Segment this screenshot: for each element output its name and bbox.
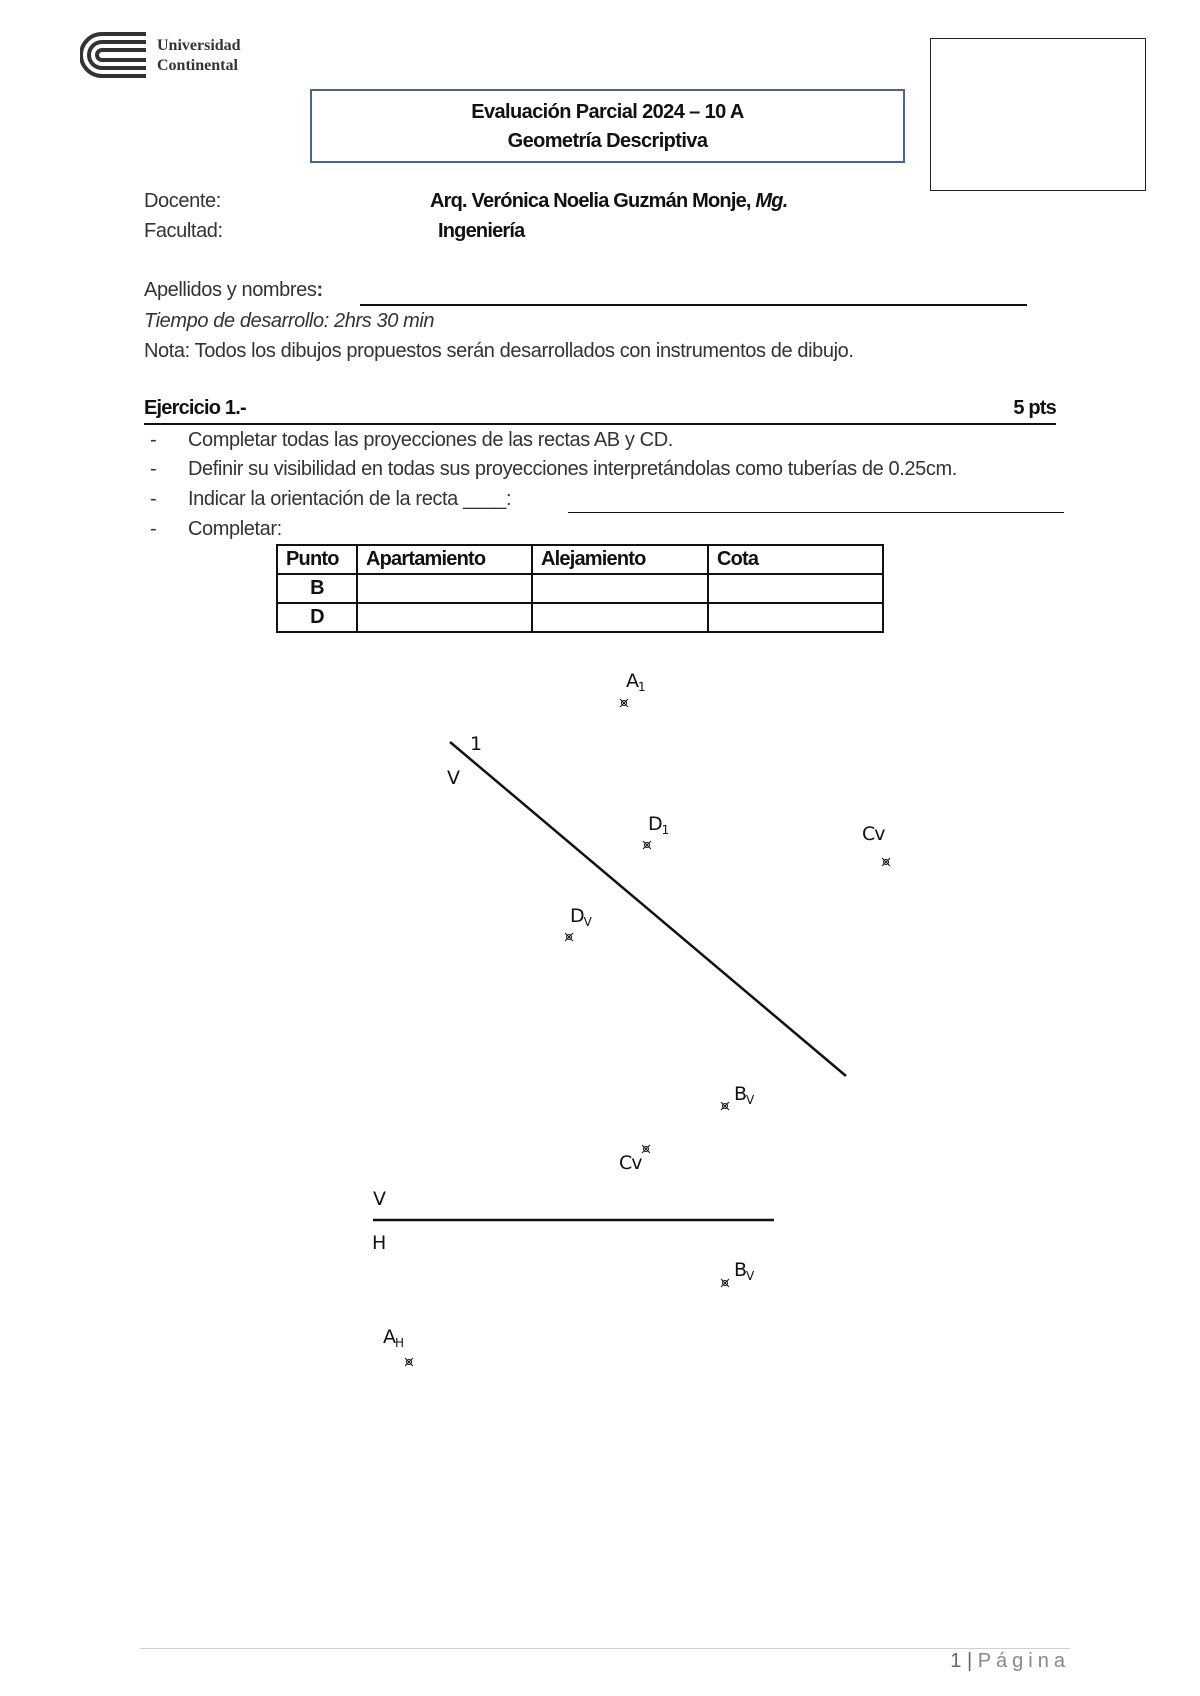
table-header-alejamiento: Alejamiento bbox=[532, 545, 708, 574]
label-ah-sub: H bbox=[395, 1336, 404, 1350]
label-a1-sub: 1 bbox=[638, 680, 645, 694]
bullet-text: Indicar la orientación de la recta ____: bbox=[188, 488, 512, 510]
bullet-dash: - bbox=[150, 518, 157, 540]
facultad-label: Facultad: bbox=[144, 220, 223, 242]
label-a1-main: A bbox=[626, 670, 638, 692]
label-ah-main: A bbox=[383, 1326, 395, 1348]
exercise-title: Ejercicio 1.- bbox=[144, 397, 246, 419]
tiempo-text: Tiempo de desarrollo: 2hrs 30 min bbox=[144, 310, 435, 332]
label-ah bbox=[383, 1326, 403, 1350]
exam-title: Evaluación Parcial 2024 – 10 A bbox=[471, 101, 744, 123]
docente-label: Docente: bbox=[144, 190, 221, 212]
label-d1-main: D bbox=[648, 813, 662, 835]
bullet-text: Completar: bbox=[188, 518, 282, 540]
fold-label-v2: V bbox=[373, 1188, 385, 1210]
label-a1 bbox=[626, 670, 645, 694]
label-bv-lower bbox=[734, 1259, 753, 1283]
label-d1-sub: 1 bbox=[661, 823, 669, 837]
point-marker bbox=[642, 1145, 650, 1153]
label-cv-right: Cv bbox=[862, 823, 885, 845]
table-cell-punto: D bbox=[277, 603, 357, 632]
point-marker bbox=[721, 1279, 729, 1287]
point-marker bbox=[565, 933, 573, 941]
page-word: Página bbox=[977, 1650, 1070, 1672]
logo-line-1: Universidad bbox=[157, 37, 241, 54]
fold-label-v: V bbox=[447, 767, 459, 789]
page-footer bbox=[950, 1650, 1070, 1673]
label-cv-lower: Cv bbox=[619, 1152, 642, 1174]
table-header-apartamiento: Apartamiento bbox=[357, 545, 532, 574]
table-cell-punto: B bbox=[277, 574, 357, 603]
label-dv-sub: V bbox=[583, 915, 591, 929]
label-bv-upper-main: B bbox=[734, 1083, 747, 1105]
footer-divider bbox=[140, 1648, 1070, 1649]
point-marker bbox=[882, 858, 890, 866]
label-bv-upper-sub: V bbox=[746, 1093, 754, 1107]
fold-label-h: H bbox=[372, 1232, 386, 1254]
docente-name: Arq. Verónica Noelia Guzmán Monje, bbox=[430, 190, 751, 212]
apellidos-colon: : bbox=[316, 279, 323, 301]
label-bv-upper bbox=[734, 1083, 753, 1107]
course-title: Geometría Descriptiva bbox=[507, 130, 708, 152]
point-marker bbox=[405, 1358, 413, 1366]
label-dv-main: D bbox=[570, 905, 584, 927]
label-dv bbox=[570, 905, 591, 929]
nota-text: Nota: Todos los dibujos propuestos serán desarrollados con instrumentos de dibujo. bbox=[144, 340, 854, 362]
folding-line-1v bbox=[450, 742, 846, 1076]
docente-degree: Mg. bbox=[755, 190, 788, 212]
bullet-text: Completar todas las proyecciones de las rectas AB y CD. bbox=[188, 429, 673, 451]
footer-separator: | bbox=[966, 1650, 973, 1672]
point-marker bbox=[643, 841, 651, 849]
facultad-value: Ingeniería bbox=[438, 220, 525, 242]
page-number: 1 bbox=[950, 1650, 962, 1672]
table-header-punto: Punto bbox=[277, 545, 357, 574]
logo-line-2: Continental bbox=[157, 57, 238, 74]
point-marker bbox=[721, 1102, 729, 1110]
label-bv-lower-sub: V bbox=[746, 1269, 754, 1283]
apellidos-label-text: Apellidos y nombres bbox=[144, 279, 317, 301]
exercise-points: 5 pts bbox=[1013, 397, 1056, 419]
point-marker bbox=[620, 699, 628, 707]
table-header-cota: Cota bbox=[708, 545, 883, 574]
bullet-dash: - bbox=[150, 429, 157, 451]
fold-label-1: 1 bbox=[470, 733, 482, 755]
bullet-text: Definir su visibilidad en todas sus proyecciones interpretándolas como tuberías de 0.25cm. bbox=[188, 458, 957, 480]
bullet-dash: - bbox=[150, 458, 157, 480]
label-bv-lower-main: B bbox=[734, 1259, 747, 1281]
bullet-dash: - bbox=[150, 488, 157, 510]
label-d1 bbox=[648, 813, 668, 837]
